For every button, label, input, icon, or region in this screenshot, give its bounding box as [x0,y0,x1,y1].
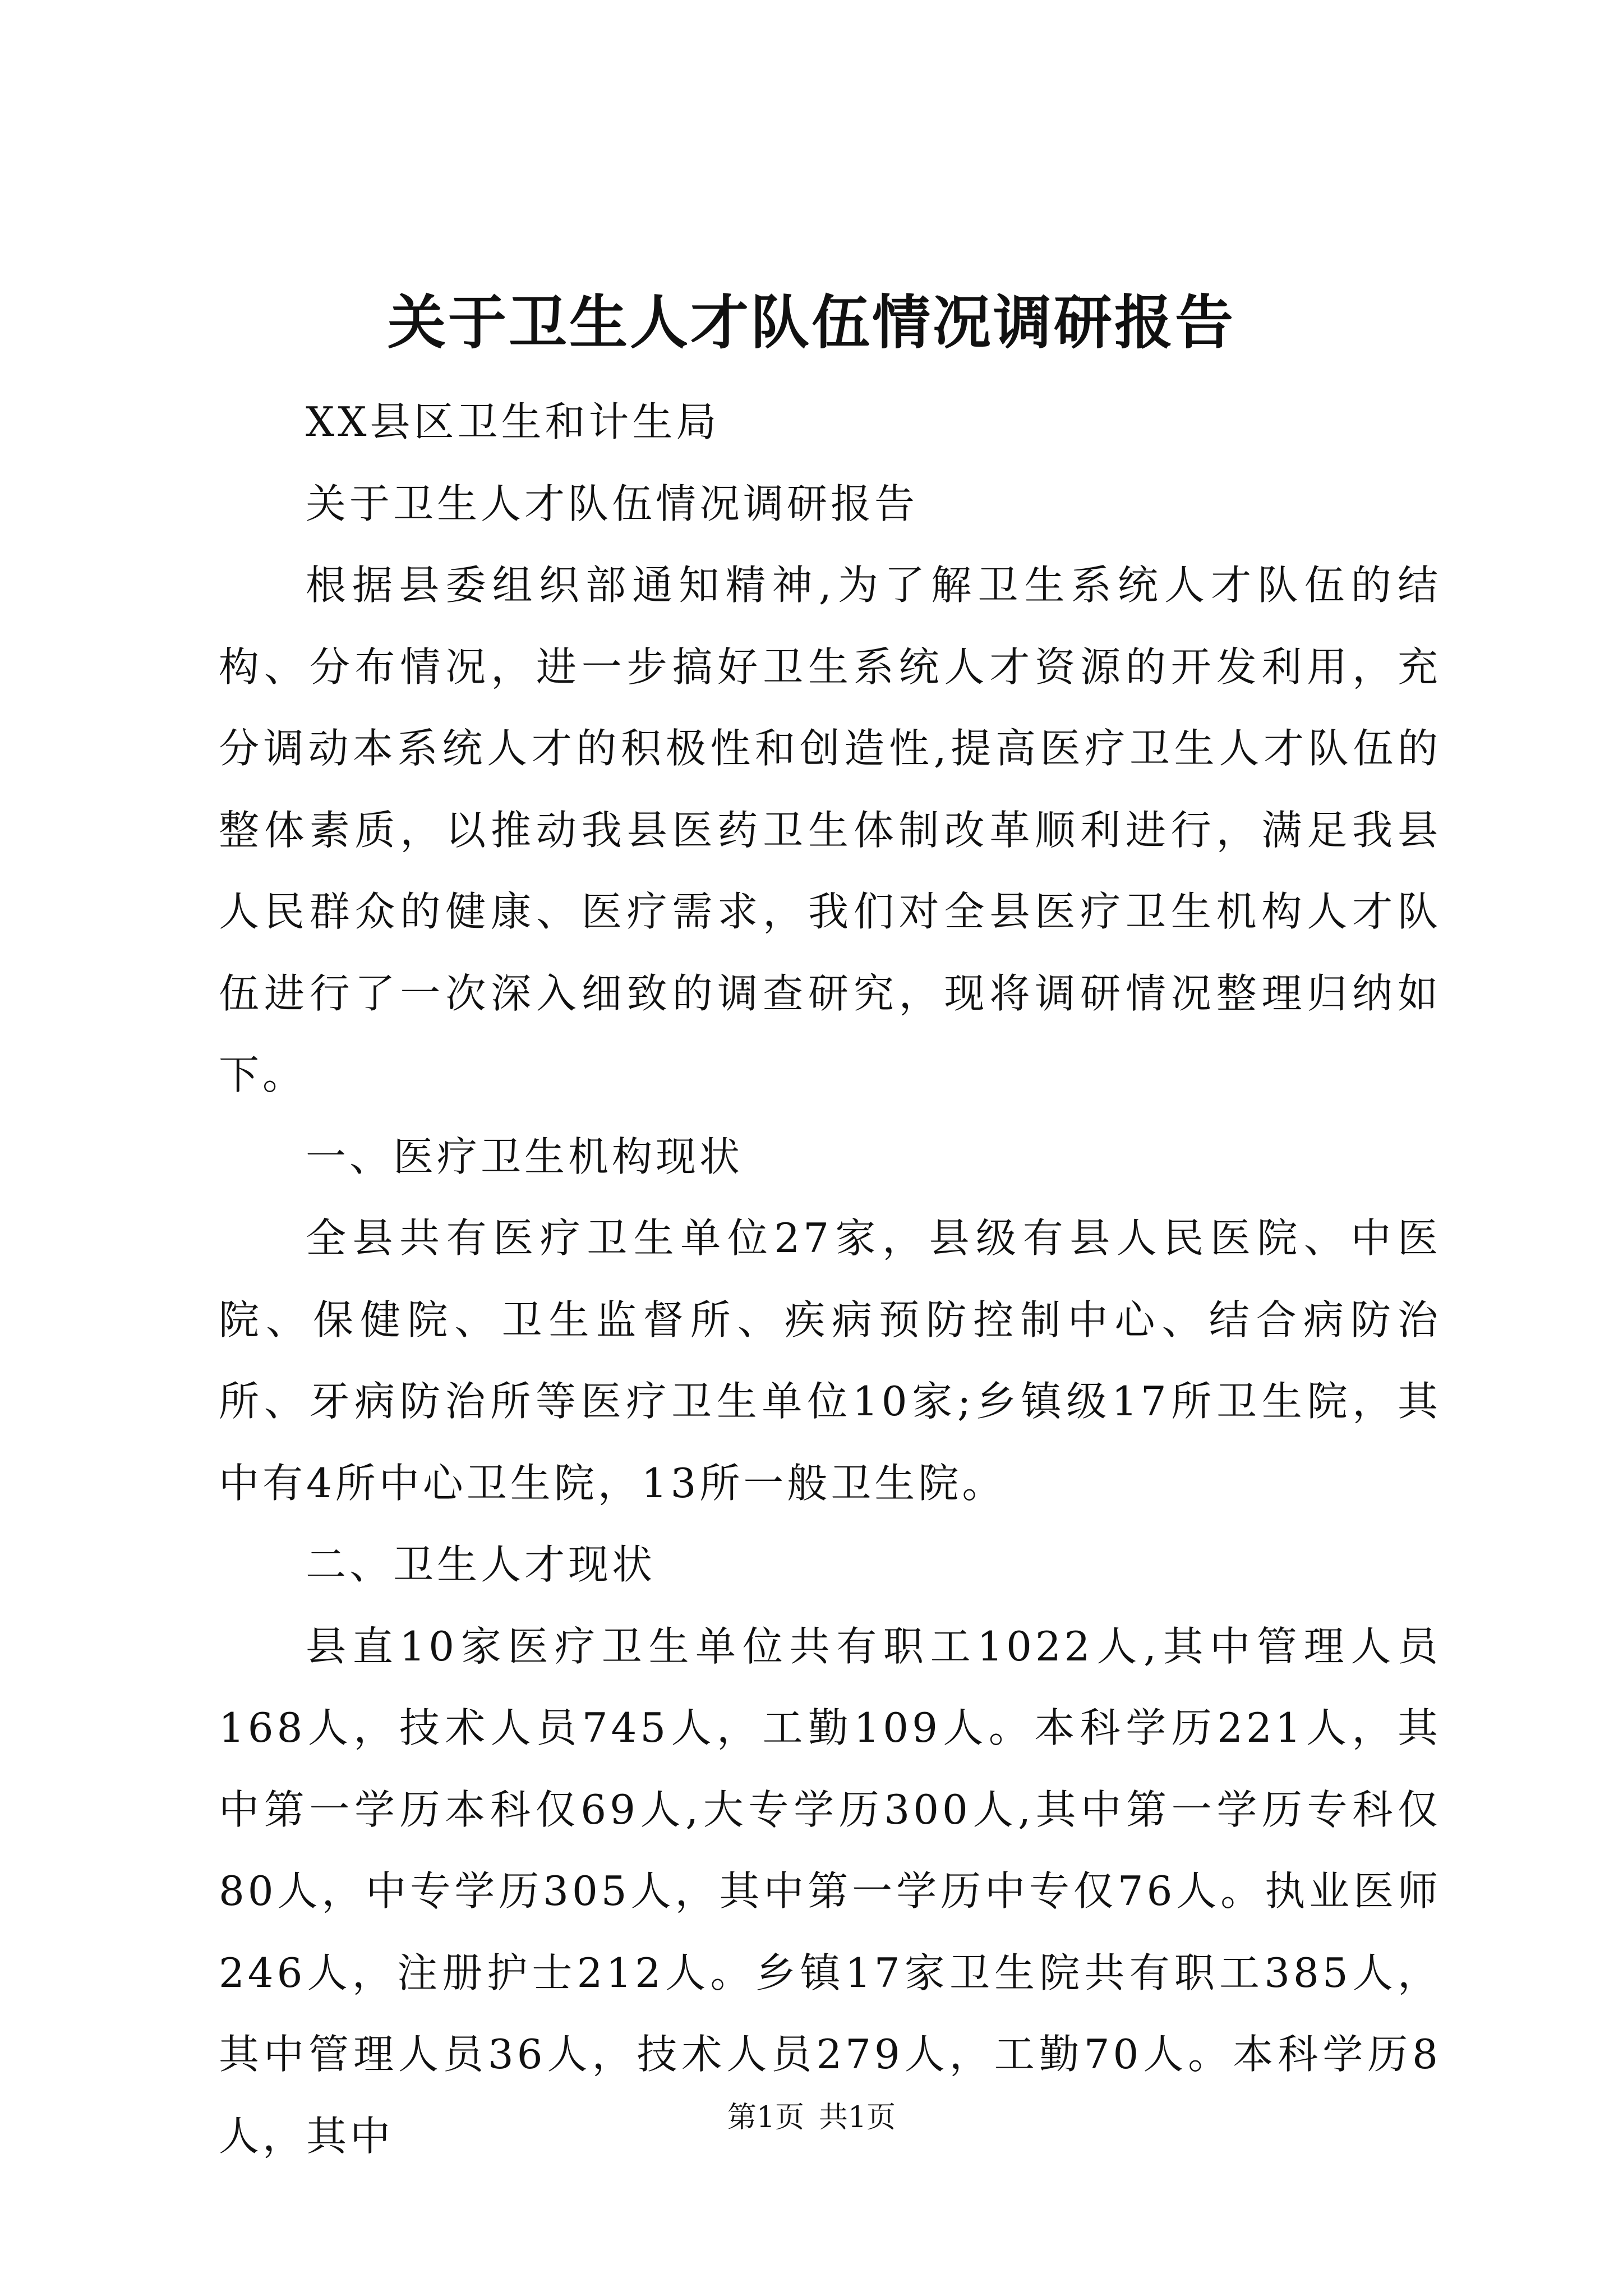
issuer-line: XX县区卫生和计生局 [306,398,720,445]
page-footer [0,2098,1623,2137]
section-heading-1: 一、医疗卫生机构现状 [306,1133,744,1180]
section-heading-2: 二、卫生人才现状 [306,1541,656,1588]
report-subtitle: 关于卫生人才队伍情况调研报告 [306,480,919,527]
personnel-paragraph: 县直10家医疗卫生单位共有职工1022人,其中管理人员168人，技术人员745人，工勤109人。本科学历221人，其中第一学历本科仅69人,大专学历300人,其中第一学历专科仅80人，中专学历305人，其中第一学历中专仅76人。执业医师246人，注册护士212人。乡镇17家卫生院共有职工385人，其中管理人员36人，技术人员279人，工勤70人。本科学历8人，其中 [219,1622,1441,2160]
page-number: 第1页 [727,2101,804,2134]
document-body [219,381,1441,2177]
intro-paragraph: 根据县委组织部通知精神,为了解卫生系统人才队伍的结构、分布情况，进一步搞好卫生系统人才资源的开发利用，充分调动本系统人才的积极性和创造性,提高医疗卫生人才队伍的整体素质，以推动我县医药卫生体制改革顺利进行，满足我县人民群众的健康、医疗需求，我们对全县医疗卫生机构人才队伍进行了一次深入细致的调查研究，现将调研情况整理归纳如下。 [219,562,1441,1098]
page-total: 共1页 [819,2101,896,2134]
institutions-paragraph: 全县共有医疗卫生单位27家，县级有县人民医院、中医院、保健院、卫生监督所、疾病预防控制中心、结合病防治所、牙病防治所等医疗卫生单位10家;乡镇级17所卫生院，其中有4所中心卫生院，13所一般卫生院。 [219,1214,1441,1507]
document-title: 关于卫生人才队伍情况调研报告 [387,288,1235,357]
